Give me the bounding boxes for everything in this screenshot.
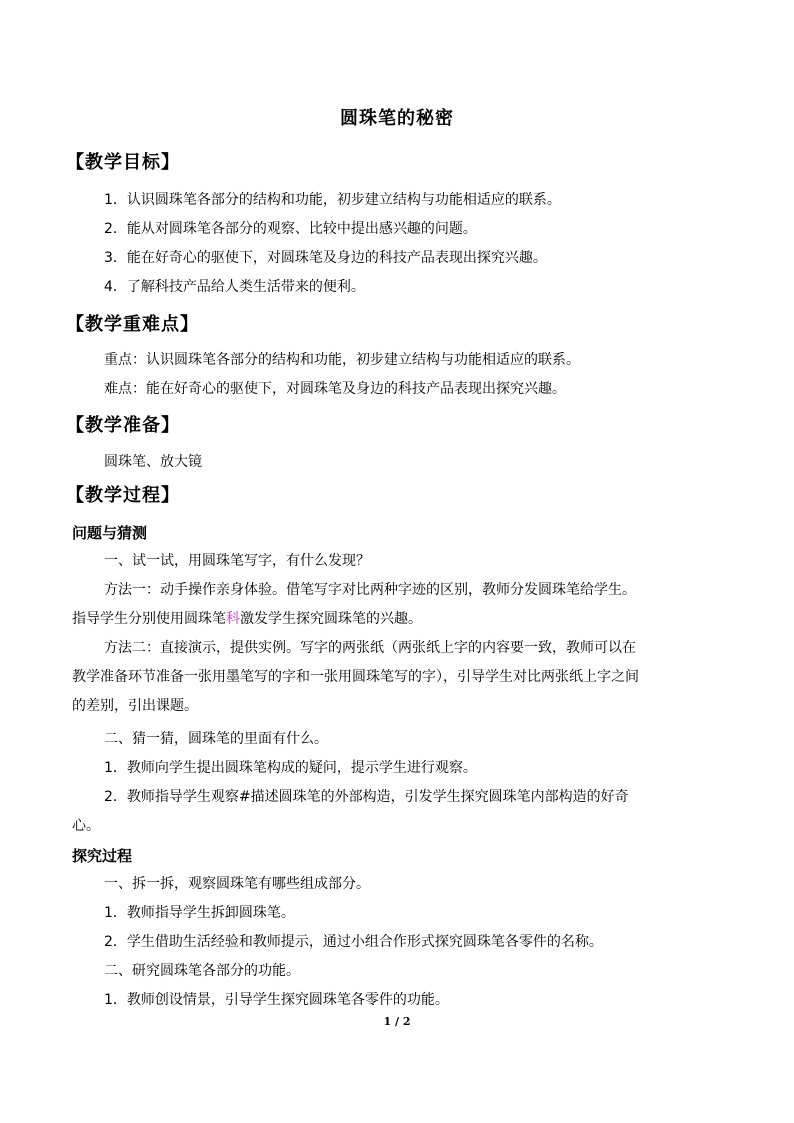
process-line: 二、研究圆珠笔各部分的功能。	[104, 963, 300, 979]
text-run: 激发学生探究圆珠笔的兴趣。	[240, 611, 422, 627]
process-line: 一、拆一拆，观察圆珠笔有哪些组成部分。	[104, 876, 370, 892]
heading-key-points: 【教学重难点】	[66, 314, 199, 335]
goal-item-3: 3．能在好奇心的驱使下，对圆珠笔及身边的科技产品表现出探究兴趣。	[104, 250, 547, 266]
heading-teaching-goals: 【教学目标】	[66, 152, 180, 173]
page-number: 1 / 2	[383, 1015, 411, 1028]
goal-item-2: 2．能从对圆珠笔各部分的观察、比较中提出感兴趣的问题。	[104, 221, 477, 237]
page-title: 圆珠笔的秘密	[340, 108, 454, 129]
process-line: 1．教师向学生提出圆珠笔构成的疑问，提示学生进行观察。	[104, 760, 477, 776]
process-line: 的差别，引出课题。	[72, 698, 198, 714]
process-line: 心。	[72, 818, 100, 834]
process-line: 2．教师指导学生观察#描述圆珠笔的外部构造，引发学生探究圆珠笔内部构造的好奇	[104, 789, 629, 805]
subheading-exploration: 探究过程	[72, 847, 133, 865]
process-line	[72, 609, 422, 629]
process-line: 1．教师指导学生拆卸圆珠笔。	[104, 905, 295, 921]
subheading-question-guess: 问题与猜测	[72, 524, 148, 542]
process-line: 1．教师创设情景，引导学生探究圆珠笔各零件的功能。	[104, 992, 449, 1008]
process-line: 2．学生借助生活经验和教师提示，通过小组合作形式探究圆珠笔各零件的名称。	[104, 934, 603, 950]
difficult-point: 难点：能在好奇心的驱使下，对圆珠笔及身边的科技产品表现出探究兴趣。	[104, 381, 566, 397]
key-point: 重点：认识圆珠笔各部分的结构和功能，初步建立结构与功能相适应的联系。	[104, 352, 580, 368]
goal-item-1: 1．认识圆珠笔各部分的结构和功能，初步建立结构与功能相适应的联系。	[104, 192, 561, 208]
heading-preparation: 【教学准备】	[66, 415, 180, 436]
process-line: 一、试一试，用圆珠笔写字，有什么发现？	[104, 553, 370, 569]
goal-item-4: 4．了解科技产品给人类生活带来的便利。	[104, 279, 365, 295]
process-line: 方法一：动手操作亲身体验。借笔写字对比两种字迹的区别，教师分发圆珠笔给学生。	[104, 582, 636, 598]
text-run: 指导学生分别使用圆珠笔	[72, 611, 226, 627]
process-line: 方法二：直接演示，提供实例。写字的两张纸（两张纸上字的内容要一致，教师可以在	[104, 640, 636, 656]
highlighted-text: 科	[226, 611, 240, 627]
process-line: 二、猜一猜，圆珠笔的里面有什么。	[104, 731, 328, 747]
heading-process: 【教学过程】	[66, 485, 180, 506]
process-line: 教学准备环节准备一张用墨笔写的字和一张用圆珠笔写的字），引导学生对比两张纸上字之间	[72, 669, 639, 685]
preparation-item: 圆珠笔、放大镜	[104, 454, 202, 470]
